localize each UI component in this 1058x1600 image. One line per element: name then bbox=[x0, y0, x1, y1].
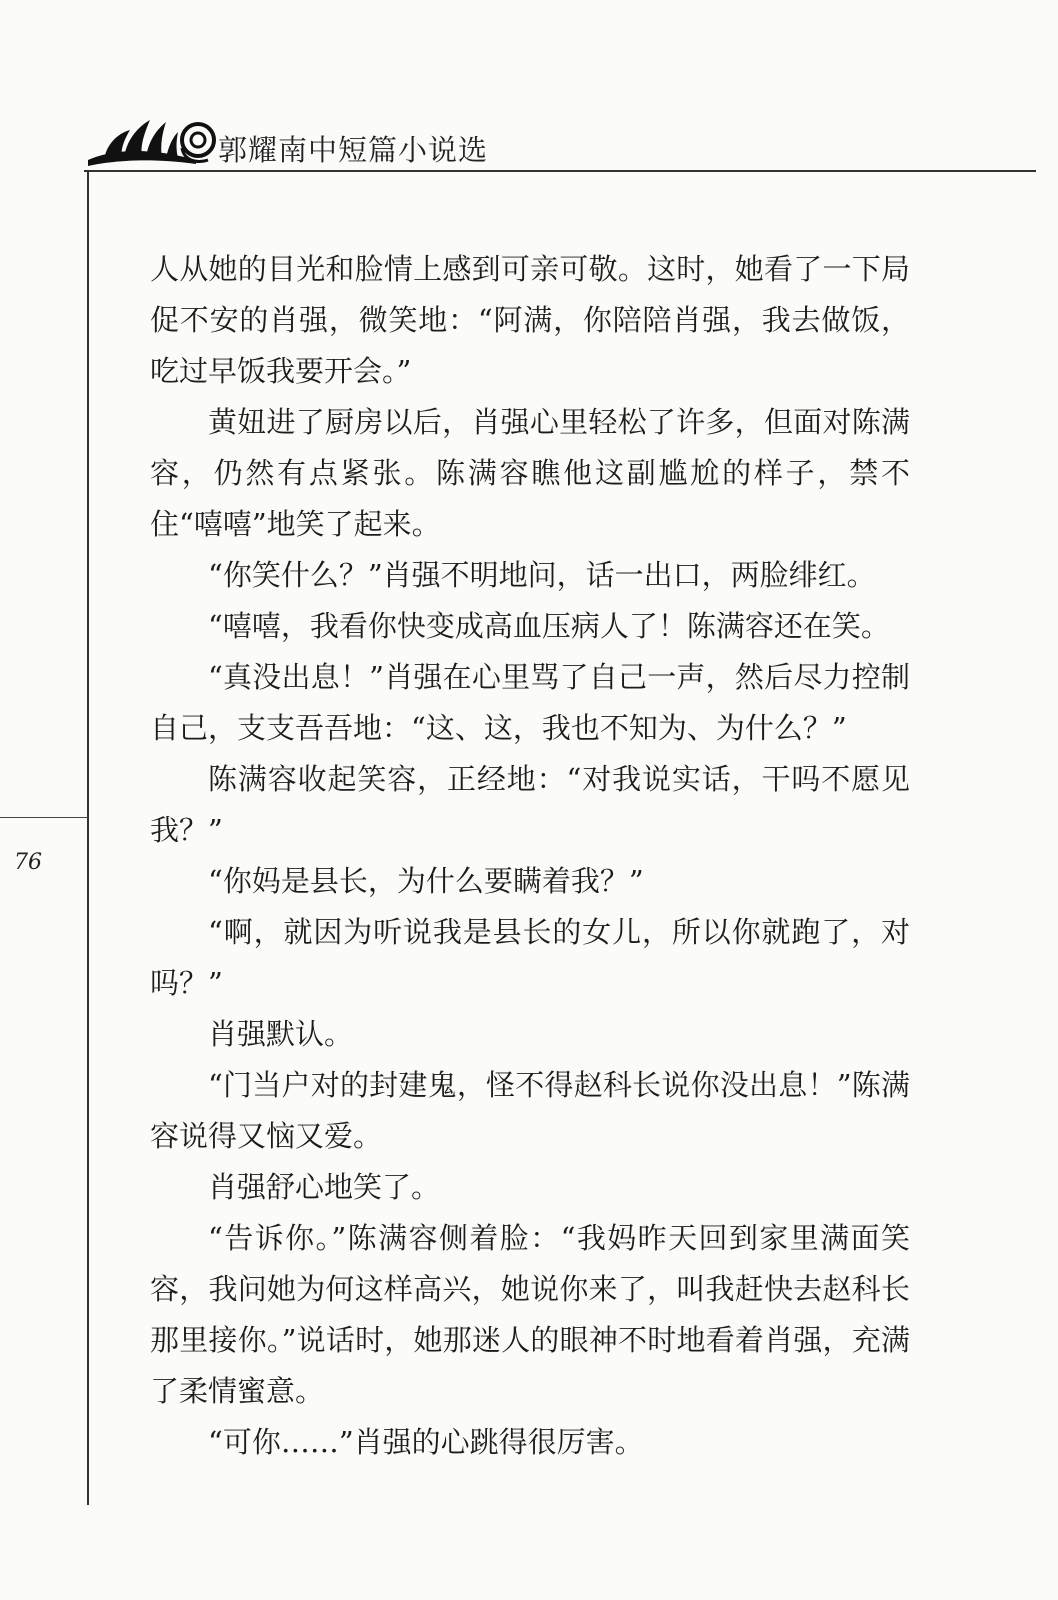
paragraph: 肖强默认。 bbox=[208, 1017, 354, 1051]
paragraph: 人从她的目光和脸情上感到可亲可敬。这时，她看了一下局促不安的肖强，微笑地：“阿满，你陪陪肖强，我去做饭，吃过早饭我要开会。” bbox=[150, 252, 910, 388]
paragraph: 肖强舒心地笑了。 bbox=[208, 1170, 441, 1204]
paragraph: 黄妞进了厨房以后，肖强心里轻松了许多，但面对陈满容，仍然有点紧张。陈满容瞧他这副尴尬的样子，禁不住“嘻嘻”地笑了起来。 bbox=[150, 405, 910, 541]
paragraph: “啊，就因为听说我是县长的女儿，所以你就跑了，对吗？” bbox=[150, 915, 910, 1000]
paragraph: 陈满容收起笑容，正经地：“对我说实话，干吗不愿见我？” bbox=[150, 762, 910, 847]
floral-ornament-icon bbox=[84, 108, 224, 174]
page-number: 76 bbox=[14, 850, 42, 875]
paragraph: “你笑什么？”肖强不明地问，话一出口，两脸绯红。 bbox=[208, 558, 876, 592]
paragraph: “真没出息！”肖强在心里骂了自己一声，然后尽力控制自己，支支吾吾地：“这、这，我也不知为、为什么？” bbox=[150, 660, 910, 745]
running-header bbox=[0, 0, 1058, 200]
header-rule bbox=[84, 170, 1036, 172]
paragraph: “门当户对的封建鬼，怪不得赵科长说你没出息！”陈满容说得又恼又爱。 bbox=[150, 1068, 910, 1153]
body-text bbox=[150, 244, 910, 1468]
paragraph: “嘻嘻，我看你快变成高血压病人了！陈满容还在笑。 bbox=[208, 609, 890, 643]
paragraph: “你妈是县长，为什么要瞒着我？” bbox=[208, 864, 644, 898]
paragraph: “告诉你。”陈满容侧着脸：“我妈昨天回到家里满面笑容，我问她为何这样高兴，她说你来了，叫我赶快去赵科长那里接你。”说话时，她那迷人的眼神不时地看着肖强，充满了柔情蜜意。 bbox=[150, 1221, 910, 1408]
margin-rule bbox=[0, 817, 88, 818]
book-title: 郭耀南中短篇小说选 bbox=[218, 133, 489, 167]
paragraph: “可你……”肖强的心跳得很厉害。 bbox=[208, 1425, 644, 1459]
left-border-rule bbox=[87, 170, 89, 1505]
